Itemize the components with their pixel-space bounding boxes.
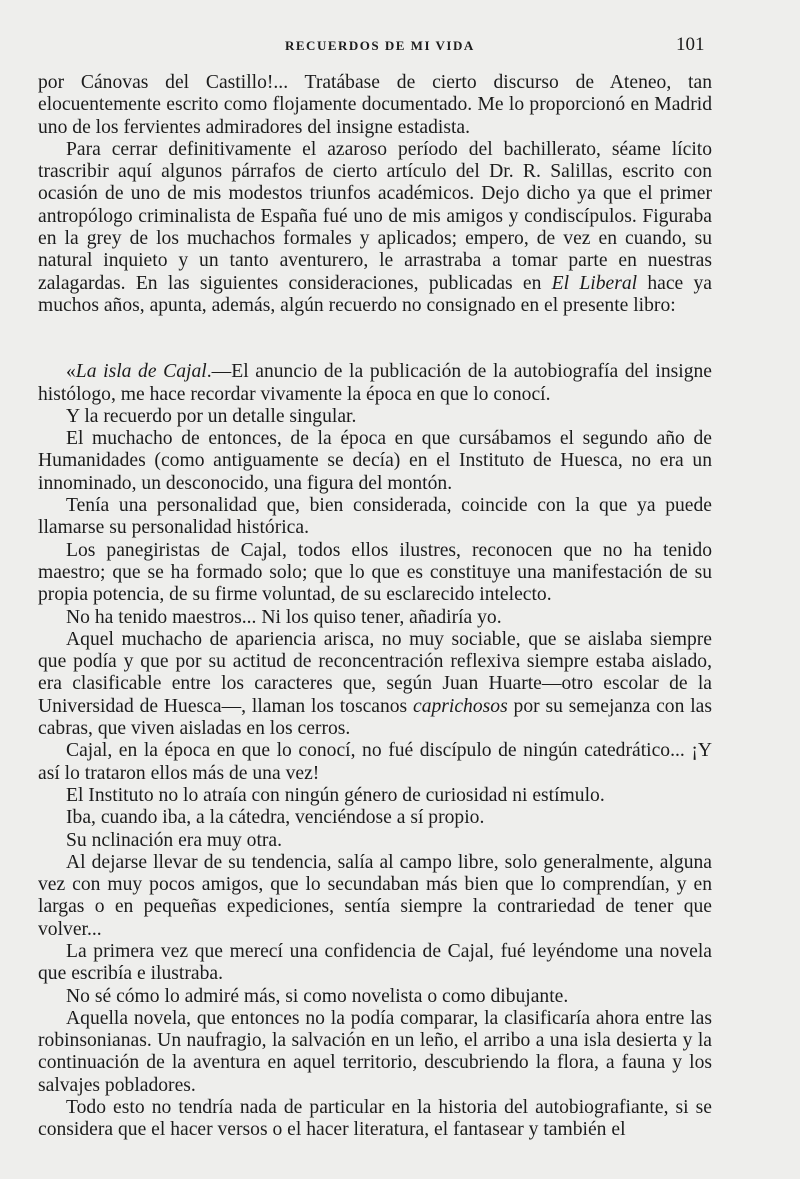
paragraph bbox=[38, 629, 712, 740]
quoted-article-opening bbox=[38, 361, 712, 406]
paragraph: Iba, cuando iba, a la cátedra, venciéndose a sí propio. bbox=[66, 807, 485, 829]
paragraph: Su nclinación era muy otra. bbox=[66, 829, 283, 851]
paragraph: Tenía una personalidad que, bien considerada, coincide con la que ya puede llamarse su personalidad histórica. bbox=[38, 495, 712, 539]
paragraph: No ha tenido maestros... Ni los quiso tener, añadiría yo. bbox=[66, 606, 502, 628]
text-run: .—El anuncio de la publicación de la autobiografía del insigne histólogo, me hace recordar vivamente la época en que lo conocí. bbox=[38, 361, 712, 405]
paragraph: Todo esto no tendría nada de particular en la historia del autobiografiante, si se considera que el hacer versos o el hacer literatura, el fantasear y también el bbox=[38, 1097, 712, 1141]
opening-quote-mark: « bbox=[66, 361, 76, 383]
paragraph: por Cánovas del Castillo!... Tratábase de cierto discurso de Ateneo, tan elocuentemente escrito como flojamente documentado. Me lo proporcionó en Madrid uno de los fervientes admiradores del insigne estadista. bbox=[38, 72, 712, 138]
paragraph: El muchacho de entonces, de la época en que cursábamos el segundo año de Humanidades (como antiguamente se decía) en el Instituto de Huesca, no era un innominado, un desconocido, una figura del montón. bbox=[38, 428, 712, 494]
paragraph: Los panegiristas de Cajal, todos ellos ilustres, reconocen que no ha tenido maestro; que se ha formado solo; que lo que es constituye una manifestación de su propia potencia, de su firme voluntad, de su esclarecido intelecto. bbox=[38, 539, 712, 606]
page-number: 101 bbox=[676, 34, 705, 55]
paragraph: El Instituto no lo atraía con ningún género de curiosidad ni estímulo. bbox=[66, 784, 605, 806]
paragraph: Y la recuerdo por un detalle singular. bbox=[66, 405, 357, 427]
paragraph: No sé cómo lo admiré más, si como novelista o como dibujante. bbox=[66, 985, 569, 1007]
text-run: hace ya muchos años, apunta, además, algún recuerdo no consignado en el presente libro: bbox=[38, 272, 712, 316]
newspaper-title: El Liberal bbox=[551, 272, 638, 294]
running-header bbox=[0, 34, 800, 58]
paragraph bbox=[38, 139, 712, 317]
text-run: por su semejanza con las cabras, que viven aisladas en los cerros. bbox=[38, 695, 712, 740]
body-text bbox=[38, 72, 712, 1142]
article-title: La isla de Cajal bbox=[75, 361, 207, 383]
running-title: RECUERDOS DE MI VIDA bbox=[285, 38, 475, 53]
text-run: Para cerrar definitivamente el azaroso período del bachillerato, séame lícito trascribir aquí algunos párrafos de cierto artículo del Dr. R. Salillas, escrito con ocasión de uno de mis modestos triunfos académicos. Dejo dicho ya que el primer antropólogo criminalista de España fué uno de mis amigos y condiscípulos. Figuraba en la grey de los muchachos formales y aplicados; empero, de vez en cuando, su natural inquieto y un tanto aventurero, le arrastraba a tomar parte en nuestras zalagardas. En las siguientes consideraciones, publicadas en bbox=[38, 138, 712, 294]
paragraph: Aquella novela, que entonces no la podía comparar, la clasificaría ahora entre las robinsonianas. Un naufragio, la salvación en un leño, el arribo a una isla desierta y la continuación de la aventura en aquel territorio, descubriendo la flora, a fauna y los salvajes pobladores. bbox=[38, 1007, 712, 1096]
text-run: Aquel muchacho de apariencia arisca, no muy sociable, que se aislaba siempre que podía y que por su actitud de reconcentración reflexiva siempre estaba aislado, era clasificable entre los caracteres que, según Juan Huarte—otro escolar de la Universidad de Huesca—, llaman los toscanos bbox=[38, 628, 712, 717]
emphasized-word: caprichosos bbox=[413, 695, 508, 717]
paragraph: La primera vez que merecí una confidencia de Cajal, fué leyéndome una novela que escribía e ilustraba. bbox=[38, 940, 712, 985]
paragraph: Al dejarse llevar de su tendencia, salía al campo libre, solo generalmente, alguna vez con muy pocos amigos, que lo secundaban más bien que lo comprendían, y en largas o en pequeñas expediciones, sentía siempre la contrariedad de tener que volver... bbox=[38, 851, 712, 940]
paragraph: Cajal, en la época en que lo conocí, no fué discípulo de ningún catedrático... ¡Y así lo trataron ellos más de una vez! bbox=[38, 740, 712, 784]
